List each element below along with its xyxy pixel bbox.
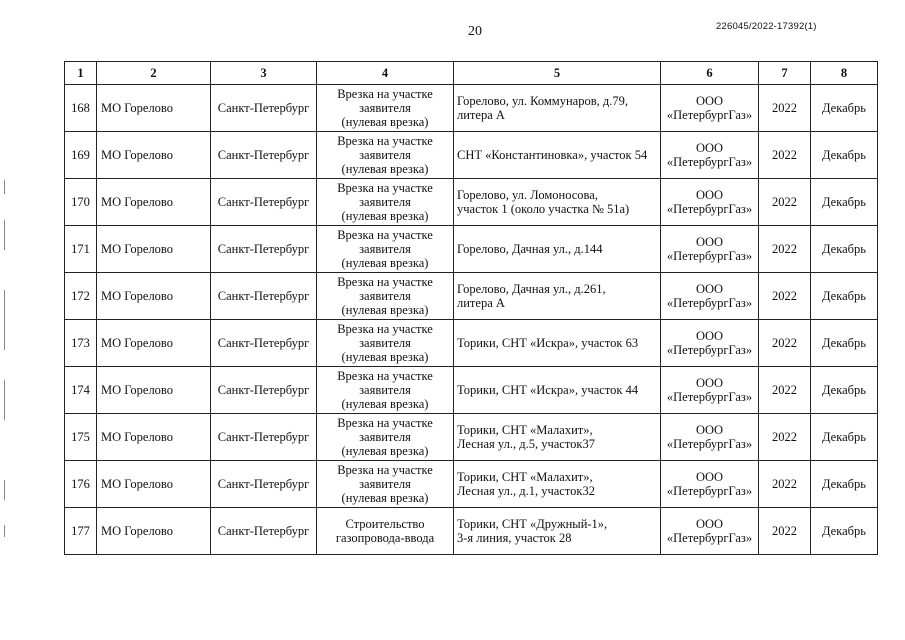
address-cell <box>454 85 661 132</box>
work-type-cell-line: заявителя <box>359 242 411 256</box>
month-cell: Декабрь <box>811 226 878 273</box>
work-type-cell <box>317 132 454 179</box>
organization-cell-line: «ПетербургГаз» <box>666 249 753 263</box>
address-cell <box>454 367 661 414</box>
row-number: 175 <box>65 414 97 461</box>
organization-cell-line: ООО <box>695 235 724 249</box>
work-type-cell-line: Врезка на участке <box>337 322 433 336</box>
table-row <box>65 414 878 461</box>
city-cell: Санкт-Петербург <box>211 461 317 508</box>
year-cell: 2022 <box>759 367 811 414</box>
organization-cell-line: ООО <box>695 423 724 437</box>
table-row <box>65 179 878 226</box>
address-cell-line: участок 1 (около участка № 51а) <box>457 202 630 216</box>
work-type-cell-line: заявителя <box>359 477 411 491</box>
address-cell <box>454 320 661 367</box>
work-type-cell-line: газопровода-ввода <box>335 531 435 545</box>
year-cell: 2022 <box>759 320 811 367</box>
work-type-cell-line: Строительство <box>345 517 425 531</box>
month-cell: Декабрь <box>811 85 878 132</box>
month-cell: Декабрь <box>811 179 878 226</box>
work-type-cell-line: заявителя <box>359 383 411 397</box>
organization-cell-line: «ПетербургГаз» <box>666 202 753 216</box>
column-header-4: 4 <box>317 62 454 85</box>
address-cell-line: Торики, СНТ «Дружный-1», <box>457 517 608 531</box>
work-type-cell-line: Врезка на участке <box>337 134 433 148</box>
organization-cell <box>661 414 759 461</box>
year-cell: 2022 <box>759 85 811 132</box>
work-type-cell-line: (нулевая врезка) <box>341 303 429 317</box>
address-cell-line: Горелово, ул. Коммунаров, д.79, <box>457 94 628 108</box>
row-number: 169 <box>65 132 97 179</box>
address-cell <box>454 179 661 226</box>
work-type-cell-line: (нулевая врезка) <box>341 491 429 505</box>
municipality-cell: МО Горелово <box>97 85 211 132</box>
municipality-cell: МО Горелово <box>97 461 211 508</box>
organization-cell-line: «ПетербургГаз» <box>666 108 753 122</box>
work-type-cell <box>317 508 454 555</box>
organization-cell <box>661 508 759 555</box>
work-type-cell-line: (нулевая врезка) <box>341 350 429 364</box>
municipality-cell: МО Горелово <box>97 132 211 179</box>
work-type-cell-line: заявителя <box>359 430 411 444</box>
municipality-cell: МО Горелово <box>97 414 211 461</box>
table-row <box>65 132 878 179</box>
work-type-cell-line: заявителя <box>359 148 411 162</box>
work-type-cell-line: Врезка на участке <box>337 275 433 289</box>
municipality-cell: МО Горелово <box>97 273 211 320</box>
column-header-5: 5 <box>454 62 661 85</box>
address-cell-line: Лесная ул., д.5, участок37 <box>457 437 595 451</box>
year-cell: 2022 <box>759 273 811 320</box>
organization-cell-line: ООО <box>695 282 724 296</box>
work-type-cell <box>317 226 454 273</box>
organization-cell-line: «ПетербургГаз» <box>666 296 753 310</box>
organization-cell <box>661 85 759 132</box>
organization-cell <box>661 367 759 414</box>
organization-cell <box>661 132 759 179</box>
city-cell: Санкт-Петербург <box>211 132 317 179</box>
organization-cell <box>661 461 759 508</box>
work-type-cell <box>317 179 454 226</box>
city-cell: Санкт-Петербург <box>211 414 317 461</box>
municipality-cell: МО Горелово <box>97 367 211 414</box>
organization-cell <box>661 320 759 367</box>
work-type-cell <box>317 461 454 508</box>
organization-cell-line: ООО <box>695 188 724 202</box>
work-type-cell-line: заявителя <box>359 336 411 350</box>
row-number: 177 <box>65 508 97 555</box>
page-number: 20 <box>468 24 482 39</box>
city-cell: Санкт-Петербург <box>211 179 317 226</box>
column-header-2: 2 <box>97 62 211 85</box>
table-header-row <box>65 62 878 85</box>
month-cell: Декабрь <box>811 320 878 367</box>
organization-cell <box>661 226 759 273</box>
organization-cell-line: «ПетербургГаз» <box>666 343 753 357</box>
address-cell-line: Торики, СНТ «Искра», участок 63 <box>457 336 639 350</box>
year-cell: 2022 <box>759 226 811 273</box>
address-cell-line: Горелово, Дачная ул., д.144 <box>457 242 603 256</box>
year-cell: 2022 <box>759 461 811 508</box>
address-cell-line: литера А <box>457 296 505 310</box>
work-type-cell <box>317 273 454 320</box>
address-cell-line: литера А <box>457 108 505 122</box>
organization-cell-line: ООО <box>695 517 724 531</box>
row-number: 172 <box>65 273 97 320</box>
year-cell: 2022 <box>759 508 811 555</box>
table-row <box>65 367 878 414</box>
work-type-cell-line: Врезка на участке <box>337 181 433 195</box>
address-cell <box>454 132 661 179</box>
work-type-cell <box>317 85 454 132</box>
organization-cell-line: «ПетербургГаз» <box>666 390 753 404</box>
address-cell <box>454 508 661 555</box>
work-type-cell-line: (нулевая врезка) <box>341 115 429 129</box>
organization-cell-line: «ПетербургГаз» <box>666 484 753 498</box>
document-id: 226045/2022-17392(1) <box>716 21 817 32</box>
address-cell <box>454 414 661 461</box>
table-row <box>65 85 878 132</box>
row-number: 176 <box>65 461 97 508</box>
table-row <box>65 320 878 367</box>
organization-cell-line: «ПетербургГаз» <box>666 437 753 451</box>
work-type-cell-line: Врезка на участке <box>337 463 433 477</box>
work-type-cell-line: (нулевая врезка) <box>341 162 429 176</box>
city-cell: Санкт-Петербург <box>211 320 317 367</box>
organization-cell-line: ООО <box>695 329 724 343</box>
municipality-cell: МО Горелово <box>97 226 211 273</box>
month-cell: Декабрь <box>811 508 878 555</box>
city-cell: Санкт-Петербург <box>211 273 317 320</box>
municipality-cell: МО Горелово <box>97 508 211 555</box>
column-header-3: 3 <box>211 62 317 85</box>
year-cell: 2022 <box>759 414 811 461</box>
gas-connection-table <box>64 61 878 555</box>
row-number: 174 <box>65 367 97 414</box>
organization-cell-line: ООО <box>695 141 724 155</box>
month-cell: Декабрь <box>811 132 878 179</box>
work-type-cell-line: Врезка на участке <box>337 369 433 383</box>
year-cell: 2022 <box>759 132 811 179</box>
address-cell-line: 3-я линия, участок 28 <box>457 531 572 545</box>
work-type-cell-line: заявителя <box>359 195 411 209</box>
work-type-cell-line: (нулевая врезка) <box>341 256 429 270</box>
address-cell <box>454 226 661 273</box>
table-body <box>65 85 878 555</box>
organization-cell-line: ООО <box>695 94 724 108</box>
organization-cell-line: «ПетербургГаз» <box>666 531 753 545</box>
city-cell: Санкт-Петербург <box>211 508 317 555</box>
address-cell-line: Торики, СНТ «Искра», участок 44 <box>457 383 639 397</box>
work-type-cell-line: заявителя <box>359 289 411 303</box>
organization-cell-line: ООО <box>695 376 724 390</box>
table-row <box>65 273 878 320</box>
address-cell-line: Торики, СНТ «Малахит», <box>457 470 593 484</box>
address-cell <box>454 273 661 320</box>
row-number: 168 <box>65 85 97 132</box>
month-cell: Декабрь <box>811 273 878 320</box>
work-type-cell <box>317 320 454 367</box>
month-cell: Декабрь <box>811 414 878 461</box>
row-number: 171 <box>65 226 97 273</box>
address-cell-line: Торики, СНТ «Малахит», <box>457 423 593 437</box>
work-type-cell-line: Врезка на участке <box>337 87 433 101</box>
city-cell: Санкт-Петербург <box>211 367 317 414</box>
table-row <box>65 461 878 508</box>
row-number: 170 <box>65 179 97 226</box>
address-cell <box>454 461 661 508</box>
organization-cell <box>661 273 759 320</box>
work-type-cell-line: (нулевая врезка) <box>341 397 429 411</box>
work-type-cell-line: (нулевая врезка) <box>341 209 429 223</box>
organization-cell-line: ООО <box>695 470 724 484</box>
city-cell: Санкт-Петербург <box>211 85 317 132</box>
organization-cell <box>661 179 759 226</box>
margin-binding-marks <box>4 180 6 540</box>
address-cell-line: Горелово, ул. Ломоносова, <box>457 188 598 202</box>
column-header-7: 7 <box>759 62 811 85</box>
work-type-cell-line: Врезка на участке <box>337 228 433 242</box>
column-header-1: 1 <box>65 62 97 85</box>
address-cell-line: СНТ «Константиновка», участок 54 <box>457 148 648 162</box>
work-type-cell-line: Врезка на участке <box>337 416 433 430</box>
work-type-cell <box>317 414 454 461</box>
city-cell: Санкт-Петербург <box>211 226 317 273</box>
address-cell-line: Лесная ул., д.1, участок32 <box>457 484 595 498</box>
row-number: 173 <box>65 320 97 367</box>
year-cell: 2022 <box>759 179 811 226</box>
month-cell: Декабрь <box>811 367 878 414</box>
table-row <box>65 508 878 555</box>
month-cell: Декабрь <box>811 461 878 508</box>
organization-cell-line: «ПетербургГаз» <box>666 155 753 169</box>
address-cell-line: Горелово, Дачная ул., д.261, <box>457 282 606 296</box>
column-header-6: 6 <box>661 62 759 85</box>
work-type-cell-line: (нулевая врезка) <box>341 444 429 458</box>
municipality-cell: МО Горелово <box>97 320 211 367</box>
work-type-cell-line: заявителя <box>359 101 411 115</box>
column-header-8: 8 <box>811 62 878 85</box>
work-type-cell <box>317 367 454 414</box>
municipality-cell: МО Горелово <box>97 179 211 226</box>
table-row <box>65 226 878 273</box>
